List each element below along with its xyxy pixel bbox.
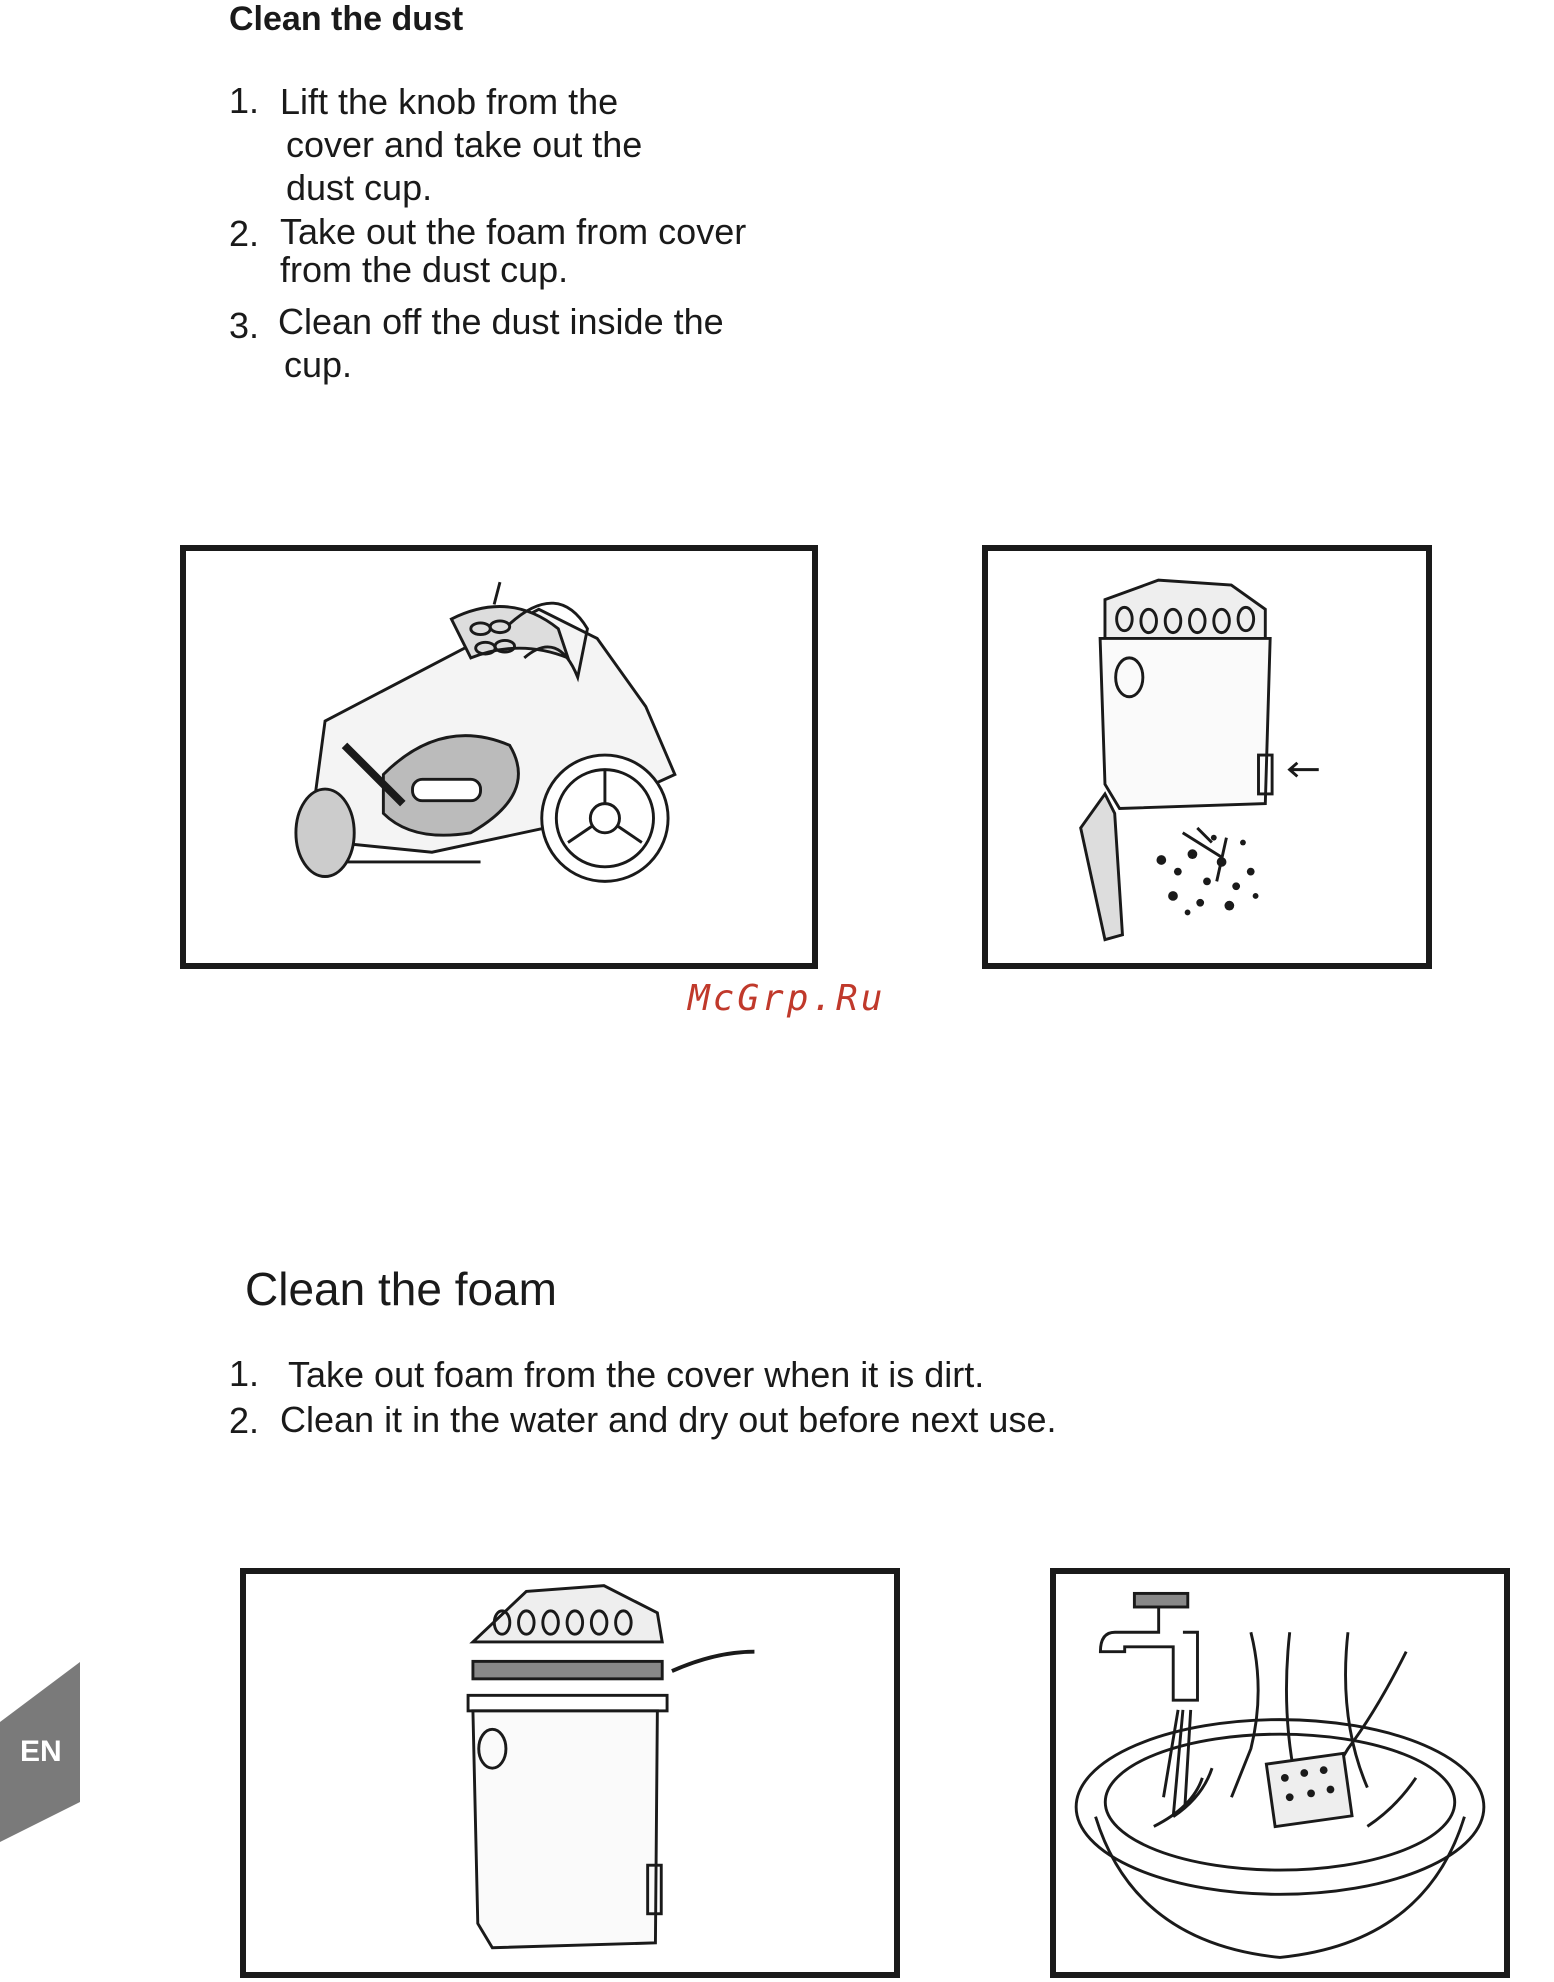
illustration-washing-foam	[1050, 1568, 1510, 1978]
section-title-clean-dust: Clean the dust	[229, 0, 464, 38]
illustration-foam-removal	[240, 1568, 900, 1978]
language-tab-label: EN	[20, 1735, 62, 1768]
illustration-dust-cup-open	[982, 545, 1432, 969]
step-text	[280, 80, 642, 209]
step-line: from the dust cup.	[280, 249, 569, 290]
illustration-vacuum-cleaner	[180, 545, 818, 969]
step-line: Lift the knob from the	[280, 81, 619, 122]
step-text	[280, 213, 746, 289]
step-text	[278, 300, 724, 386]
step-line: Clean off the dust inside the	[278, 301, 724, 342]
watermark: McGrp.Ru	[688, 978, 886, 1019]
step-line: dust cup.	[286, 167, 433, 208]
step-number: 2.	[229, 213, 260, 254]
step-number: 1.	[229, 1353, 260, 1394]
step-line: Take out the foam from cover	[280, 211, 747, 252]
section-title-clean-foam: Clean the foam	[245, 1263, 557, 1315]
step-number: 1.	[229, 80, 260, 121]
step-text: Take out foam from the cover when it is dirt.	[288, 1354, 985, 1395]
step-line: cover and take out the	[286, 124, 643, 165]
step-number: 3.	[229, 305, 260, 346]
step-number: 2.	[229, 1400, 260, 1441]
step-text: Clean it in the water and dry out before next use.	[280, 1399, 1057, 1440]
step-line: cup.	[284, 344, 353, 385]
